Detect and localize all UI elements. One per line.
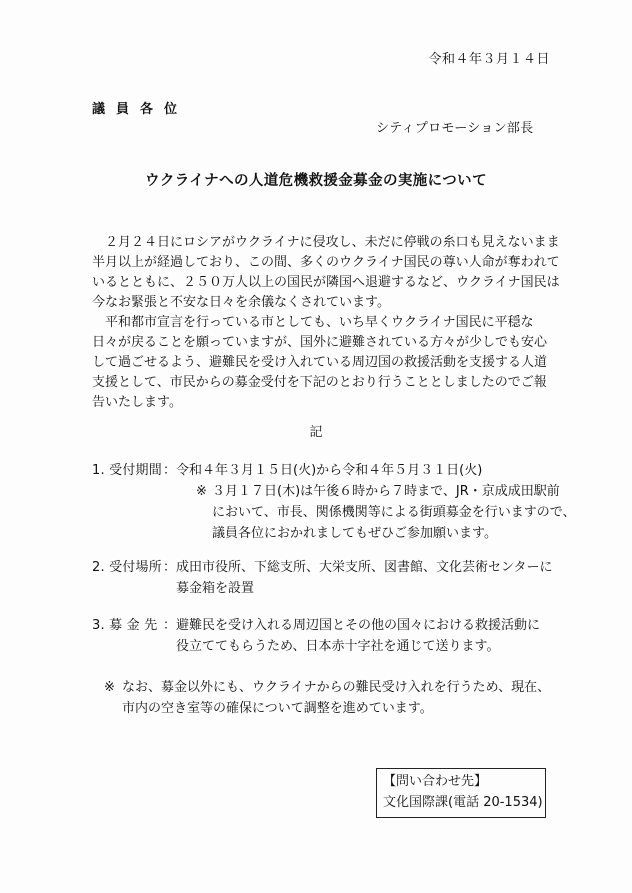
body-line: 今なお緊張と不安な日々を余儀なくされています。 xyxy=(92,295,390,310)
item-colon: ： xyxy=(163,618,177,633)
body-line: 支援として、市民からの募金受付を下記のとおり行うこととしましたのでご報 xyxy=(92,375,547,390)
footnote-line: 市内の空き室等の確保について調整を進めています。 xyxy=(122,701,433,716)
body-line: 告いたします。 xyxy=(92,395,182,410)
item-colon: ： xyxy=(163,560,177,575)
addressee: 議員各位 xyxy=(92,102,189,117)
body-line: 日々が戻ることを願っていますが、国外に避難されている方々が少しでも安心 xyxy=(92,335,548,350)
item-value-place: 募金箱を設置 xyxy=(176,581,255,596)
item-value-period: 令和４年３月１５日(火)から令和４年５月３１日(火) xyxy=(176,463,483,478)
body-line: 半月以上が経過しており、この間、多くのウクライナ国民の尊い人命が奪われて xyxy=(92,255,560,270)
period-note-line: において、市長、関係機関等による街頭募金を行いますので、 xyxy=(212,505,576,520)
ki-heading: 記 xyxy=(309,425,323,440)
footnote-mark: ※ xyxy=(104,680,115,695)
document-date: 令和４年３月１４日 xyxy=(428,52,550,67)
contact-box xyxy=(376,768,546,818)
item-label-destination: 3. 募 金 先 xyxy=(92,618,158,633)
sender: シティプロモーション部長 xyxy=(376,121,534,136)
item-value-destination: 避難民を受け入れる周辺国とその他の国々における救援活動に xyxy=(176,618,541,633)
body-line: いるとともに、２５０万人以上の国民が隣国へ退避するなど、ウクライナ国民は xyxy=(92,275,560,290)
body-line: して過ごせるよう、避難民を受け入れている周辺国の救援活動を支援する人道 xyxy=(92,355,548,370)
body-line: ２月２４日にロシアがウクライナに侵攻し、未だに停戦の糸口も見えないまま xyxy=(105,235,560,250)
item-colon: ： xyxy=(163,463,177,478)
item-value-place: 成田市役所、下総支所、大栄支所、図書館、文化芸術センターに xyxy=(176,560,553,575)
note-mark: ※ xyxy=(196,484,207,499)
item-label-period: 1. 受付期間 xyxy=(92,463,162,478)
item-value-destination: 役立ててもらうため、日本赤十字社を通じて送ります。 xyxy=(176,639,500,654)
contact-heading: 【問い合わせ先】 xyxy=(383,774,488,789)
contact-detail: 文化国際課(電話 20-1534) xyxy=(383,795,543,810)
body-line: 平和都市宣言を行っている市としても、いち早くウクライナ国民に平穏な xyxy=(105,315,534,330)
period-note-line: 議員各位におかれましてもぜひご参加願います。 xyxy=(212,526,497,541)
footnote-line: なお、募金以外にも、ウクライナからの難民受け入れを行うため、現在、 xyxy=(122,680,551,695)
document-title: ウクライナへの人道危機救援金募金の実施について xyxy=(145,173,487,189)
period-note-line: ３月１７日(木)は午後６時から７時まで、JR・京成成田駅前 xyxy=(212,484,560,499)
item-label-place: 2. 受付場所 xyxy=(92,560,162,575)
